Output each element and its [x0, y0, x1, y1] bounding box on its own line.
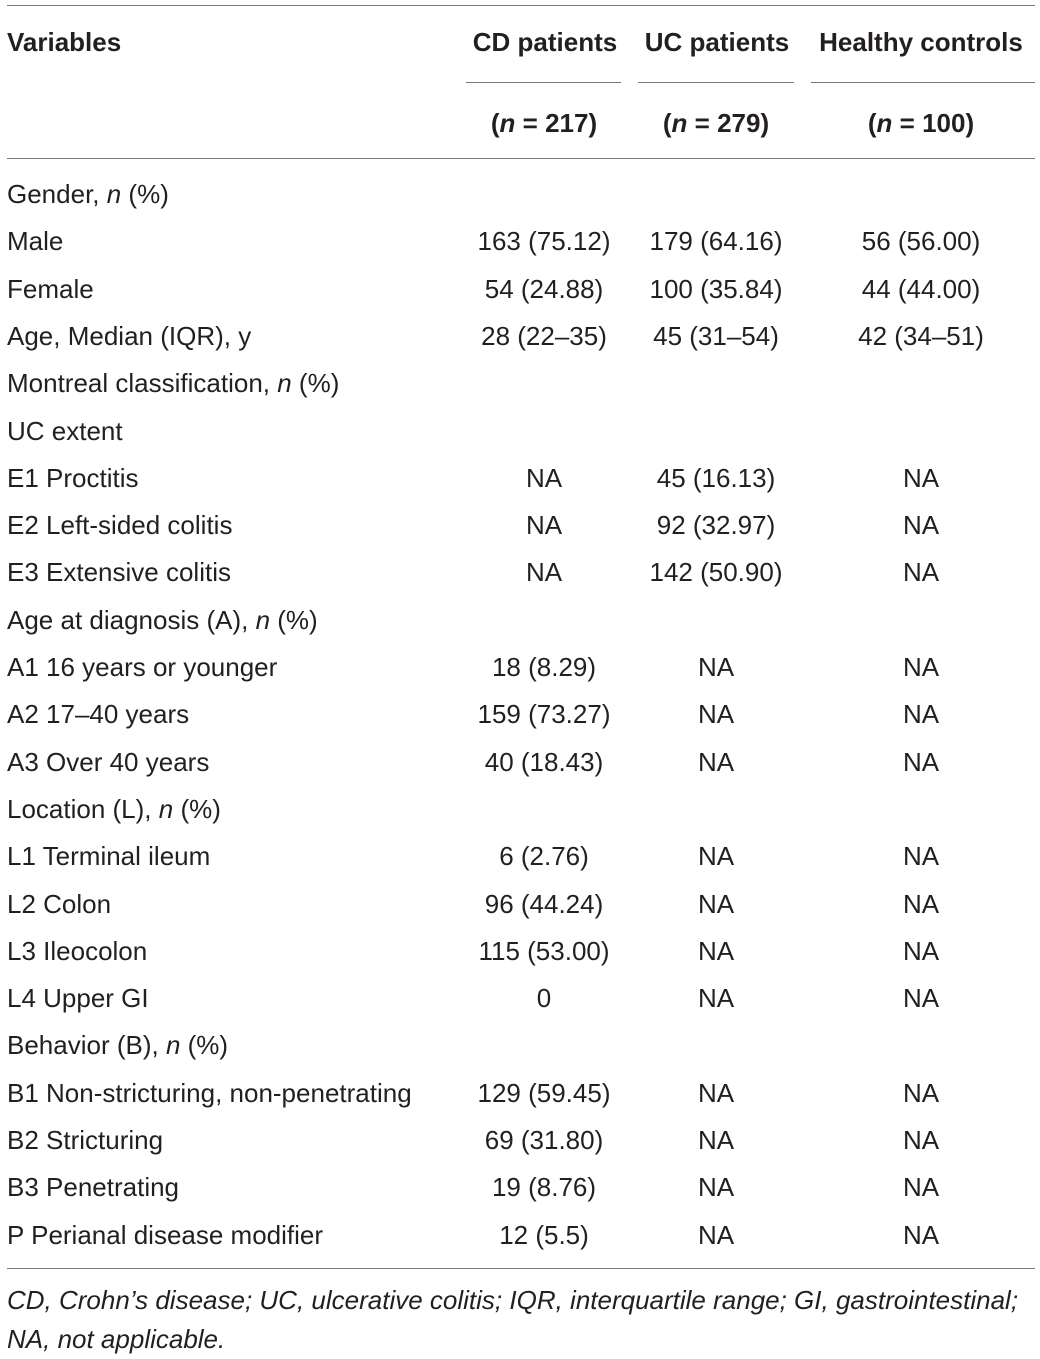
row-label	[7, 889, 111, 919]
row-label	[7, 226, 63, 256]
cell-hc: NA	[902, 1125, 940, 1155]
table-footnote: CD, Crohn’s disease; UC, ulcerative colitis; IQR, interquartile range; GI, gastrointestinal; NA, not applicable.	[7, 1285, 1019, 1354]
cell-uc: NA	[697, 1172, 735, 1202]
header-variables: Variables	[7, 27, 122, 57]
header-cd-n: (n = 217)	[490, 108, 598, 138]
row-label	[7, 1030, 228, 1060]
row-label	[7, 605, 318, 635]
cell-hc: NA	[902, 936, 940, 966]
cell-cd: NA	[525, 557, 563, 587]
row-label-text: E3 Extensive colitis	[7, 557, 231, 587]
header-hc-n: (n = 100)	[867, 108, 975, 138]
cell-uc: NA	[697, 983, 735, 1013]
row-label-text: UC extent	[7, 416, 123, 446]
cell-cd: 96 (44.24)	[484, 889, 604, 919]
cell-cd: 69 (31.80)	[484, 1125, 604, 1155]
header-cd-n-italic: n	[499, 108, 516, 138]
row-label	[7, 983, 149, 1013]
row-label	[7, 652, 277, 682]
row-label-text: E2 Left-sided colitis	[7, 510, 233, 540]
row-label-text: Location (L),	[7, 794, 159, 824]
cell-cd: 18 (8.29)	[491, 652, 597, 682]
cell-cd: 12 (5.5)	[499, 1220, 589, 1250]
cell-cd: 6 (2.76)	[499, 841, 589, 871]
row-label	[7, 368, 339, 398]
row-label-text: Female	[7, 274, 94, 304]
row-label-text: P Perianal disease modifier	[7, 1220, 324, 1250]
header-uc-patients: UC patients	[644, 27, 790, 57]
cell-hc: 42 (34–51)	[858, 321, 984, 351]
row-label	[7, 747, 209, 777]
row-label-text: Age at diagnosis (A),	[7, 605, 256, 635]
row-label-text: B2 Stricturing	[7, 1125, 164, 1155]
row-label	[7, 557, 231, 587]
row-label-text: L1 Terminal ileum	[7, 841, 211, 871]
header-hc-underline	[811, 82, 1035, 83]
cell-uc: NA	[697, 699, 735, 729]
cell-cd: 115 (53.00)	[478, 936, 610, 966]
header-uc-n: (n = 279)	[662, 108, 770, 138]
cell-hc: NA	[902, 557, 940, 587]
cell-hc: NA	[902, 1172, 940, 1202]
cell-hc: NA	[902, 747, 940, 777]
cell-cd: 159 (73.27)	[477, 699, 611, 729]
row-label-italic: n	[158, 794, 174, 824]
cell-hc: NA	[902, 463, 940, 493]
row-label	[7, 321, 251, 351]
row-label-text: A3 Over 40 years	[7, 747, 210, 777]
cell-hc: NA	[902, 652, 940, 682]
row-label	[7, 416, 123, 446]
row-label-suffix: (%)	[173, 794, 221, 824]
row-label	[7, 1172, 179, 1202]
cell-uc: NA	[697, 1078, 735, 1108]
row-label-italic: n	[277, 368, 292, 398]
row-label-text: L3 Ileocolon	[7, 936, 148, 966]
row-label-italic: n	[165, 1030, 181, 1060]
row-label-text: Behavior (B),	[7, 1030, 166, 1060]
cell-uc: NA	[697, 841, 735, 871]
cell-hc: NA	[902, 841, 940, 871]
cell-hc: NA	[902, 510, 940, 540]
row-label-suffix: (%)	[121, 179, 169, 209]
cell-uc: NA	[697, 936, 735, 966]
row-label	[7, 1220, 323, 1250]
cell-uc: 92 (32.97)	[656, 510, 776, 540]
cell-hc: NA	[902, 889, 940, 919]
cell-cd: 40 (18.43)	[484, 747, 604, 777]
cell-cd: 19 (8.76)	[491, 1172, 597, 1202]
row-label	[7, 1125, 163, 1155]
cell-cd: NA	[525, 510, 563, 540]
row-label	[7, 179, 169, 209]
header-uc-underline	[638, 82, 794, 83]
row-label-suffix: (%)	[270, 605, 318, 635]
cell-cd: 54 (24.88)	[484, 274, 604, 304]
row-label-suffix: (%)	[180, 1030, 229, 1060]
header-healthy-controls: Healthy controls	[819, 27, 1023, 57]
header-hc-n-value: = 100)	[892, 108, 975, 138]
cell-uc: NA	[697, 652, 735, 682]
cell-hc: NA	[902, 1078, 940, 1108]
cell-cd: 129 (59.45)	[477, 1078, 611, 1108]
cell-uc: 45 (16.13)	[656, 463, 776, 493]
header-bottom-rule	[7, 158, 1035, 159]
row-label	[7, 510, 232, 540]
row-label-text: Gender,	[7, 179, 107, 209]
row-label-text: A1 16 years or younger	[7, 652, 278, 682]
row-label	[7, 699, 189, 729]
header-cd-underline	[466, 82, 621, 83]
row-label	[7, 1078, 412, 1108]
cell-uc: 142 (50.90)	[649, 557, 783, 587]
cell-cd: 28 (22–35)	[481, 321, 607, 351]
row-label-italic: n	[255, 605, 271, 635]
cell-cd: 163 (75.12)	[477, 226, 611, 256]
row-label-text: Montreal classification,	[7, 368, 278, 398]
cell-cd: 0	[536, 983, 552, 1013]
cell-hc: NA	[902, 983, 940, 1013]
cell-hc: 44 (44.00)	[861, 274, 981, 304]
header-cd-patients: CD patients	[472, 27, 618, 57]
row-label	[7, 936, 147, 966]
row-label	[7, 841, 210, 871]
cell-uc: 45 (31–54)	[653, 321, 779, 351]
header-hc-n-italic: n	[876, 108, 893, 138]
cell-uc: NA	[697, 1125, 735, 1155]
table-top-rule	[7, 5, 1035, 6]
row-label-text: B1 Non-stricturing, non-penetrating	[7, 1078, 412, 1108]
row-label	[7, 274, 94, 304]
header-cd-n-value: = 217)	[515, 108, 598, 138]
cell-uc: NA	[697, 747, 735, 777]
cell-uc: NA	[697, 889, 735, 919]
header-uc-n-value: = 279)	[687, 108, 770, 138]
cell-uc: 179 (64.16)	[649, 226, 783, 256]
cell-uc: NA	[697, 1220, 735, 1250]
row-label-text: L4 Upper GI	[7, 983, 149, 1013]
cell-hc: NA	[902, 699, 940, 729]
row-label	[7, 463, 139, 493]
row-label-text: L2 Colon	[7, 889, 112, 919]
row-label-text: Male	[7, 226, 64, 256]
table-bottom-rule	[7, 1268, 1035, 1269]
cell-cd: NA	[525, 463, 563, 493]
header-uc-n-italic: n	[671, 108, 688, 138]
cell-uc: 100 (35.84)	[649, 274, 783, 304]
cell-hc: NA	[902, 1220, 940, 1250]
row-label-italic: n	[106, 179, 122, 209]
cell-hc: 56 (56.00)	[861, 226, 981, 256]
row-label-text: B3 Penetrating	[7, 1172, 180, 1202]
row-label-text: E1 Proctitis	[7, 463, 139, 493]
row-label-text: Age, Median (IQR), y	[7, 321, 252, 351]
row-label-suffix: (%)	[291, 368, 340, 398]
row-label	[7, 794, 221, 824]
row-label-text: A2 17–40 years	[7, 699, 190, 729]
